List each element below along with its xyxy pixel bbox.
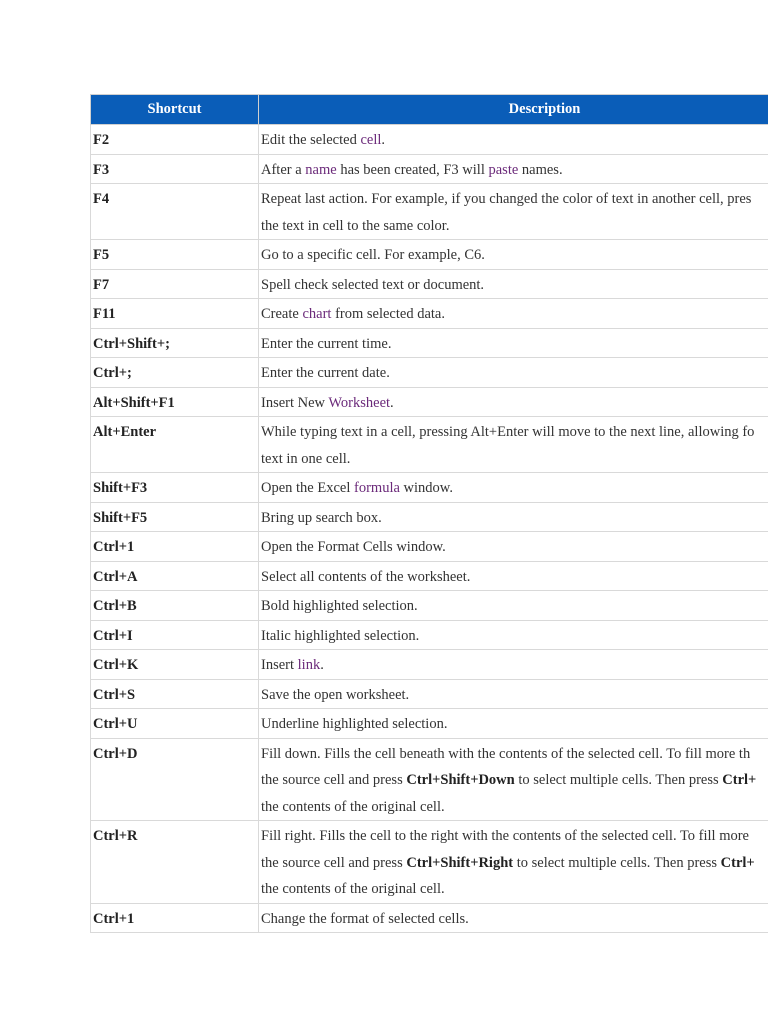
description-line <box>261 505 768 532</box>
description-text: Open the Excel <box>261 480 355 496</box>
inline-link[interactable]: chart <box>302 306 332 322</box>
shortcut-key: Ctrl+K <box>91 650 259 680</box>
shortcut-description <box>259 240 768 270</box>
inline-link[interactable]: paste <box>488 161 519 178</box>
description-text: names. <box>518 161 563 178</box>
table-row <box>91 650 768 680</box>
description-text: text in one cell. <box>261 450 351 467</box>
description-text: Fill down. Fills the cell beneath with the contents of the selected cell. To fill more th <box>261 745 751 762</box>
inline-key-combo: Ctrl+Shift+Down <box>406 772 515 788</box>
table-row <box>91 532 768 562</box>
description-line <box>261 593 768 620</box>
description-line <box>261 652 768 679</box>
shortcut-key: Ctrl+Shift+; <box>91 328 259 358</box>
description-line <box>261 127 768 154</box>
shortcut-description <box>259 358 768 388</box>
description-line <box>261 272 768 299</box>
inline-key-combo: Ctrl+ <box>722 772 757 788</box>
shortcut-description <box>259 709 768 739</box>
shortcut-description <box>259 473 768 503</box>
table-row <box>91 738 768 821</box>
description-text: the source cell and press <box>261 854 407 871</box>
description-text: the text in cell to the same color. <box>261 217 450 234</box>
description-text: After a <box>261 161 306 178</box>
table-row <box>91 591 768 621</box>
table-row <box>91 184 768 240</box>
description-line <box>261 301 768 328</box>
description-text: . <box>390 394 394 411</box>
shortcut-description <box>259 679 768 709</box>
header-description: Description <box>259 95 768 125</box>
description-line <box>261 711 768 738</box>
shortcut-key: F3 <box>91 154 259 184</box>
table-row <box>91 328 768 358</box>
description-line <box>261 794 768 821</box>
description-line <box>261 876 768 903</box>
description-text: . <box>381 132 386 148</box>
shortcut-description <box>259 821 768 904</box>
table-row <box>91 154 768 184</box>
description-text: the contents of the original cell. <box>261 798 445 815</box>
shortcut-key: Alt+Shift+F1 <box>91 387 259 417</box>
table-header-row <box>91 95 768 125</box>
inline-link[interactable]: link <box>297 657 321 673</box>
description-text: Enter the current date. <box>261 365 390 381</box>
description-text: Fill right. Fills the cell to the right with the contents of the selected cell. To fill more <box>261 828 749 844</box>
shortcut-description <box>259 502 768 532</box>
description-line <box>261 682 768 709</box>
description-text: the source cell and press <box>261 772 407 788</box>
description-line <box>261 242 768 269</box>
shortcut-key: Ctrl+U <box>91 709 259 739</box>
description-text: Repeat last action. For example, if you changed the color of text in another cell, pres <box>261 191 752 207</box>
shortcut-key: Alt+Enter <box>91 417 259 473</box>
shortcut-description <box>259 591 768 621</box>
table-row <box>91 561 768 591</box>
description-text: Enter the current time. <box>261 335 392 352</box>
description-line <box>261 186 768 213</box>
description-text: While typing text in a cell, pressing Alt+Enter will move to the next line, allowing fo <box>261 424 755 440</box>
description-line <box>261 390 768 417</box>
shortcut-key: Shift+F5 <box>91 502 259 532</box>
shortcut-description <box>259 532 768 562</box>
description-text: window. <box>399 480 453 496</box>
shortcut-description <box>259 269 768 299</box>
table-row <box>91 299 768 329</box>
table-row <box>91 821 768 904</box>
shortcut-key: Ctrl+D <box>91 738 259 821</box>
description-line <box>261 534 768 561</box>
shortcut-description <box>259 299 768 329</box>
description-line <box>261 564 768 591</box>
description-line <box>261 331 768 358</box>
description-text: Bold highlighted selection. <box>261 598 418 614</box>
description-text: from selected data. <box>331 306 445 322</box>
shortcut-description <box>259 650 768 680</box>
shortcut-key: Ctrl+S <box>91 679 259 709</box>
inline-link[interactable]: Worksheet <box>328 394 391 411</box>
description-line <box>261 157 768 184</box>
description-line <box>261 623 768 650</box>
description-line <box>261 823 768 850</box>
description-text: to select multiple cells. Then press <box>513 854 721 871</box>
shortcut-key: Ctrl+A <box>91 561 259 591</box>
shortcut-description <box>259 184 768 240</box>
description-text: to select multiple cells. Then press <box>514 772 723 788</box>
table-row <box>91 502 768 532</box>
table-row <box>91 620 768 650</box>
shortcut-key: Ctrl+B <box>91 591 259 621</box>
description-text: . <box>320 657 324 673</box>
header-shortcut: Shortcut <box>91 95 259 125</box>
inline-link[interactable]: cell <box>360 132 382 148</box>
shortcut-description <box>259 620 768 650</box>
shortcut-key: F11 <box>91 299 259 329</box>
shortcut-description <box>259 387 768 417</box>
shortcut-key: Ctrl+; <box>91 358 259 388</box>
description-text: Open the Format Cells window. <box>261 539 446 555</box>
inline-key-combo: Ctrl+ <box>720 854 755 871</box>
description-text: Select all contents of the worksheet. <box>261 568 471 585</box>
shortcut-description <box>259 125 768 155</box>
table-row <box>91 679 768 709</box>
description-line <box>261 446 768 473</box>
description-text: Underline highlighted selection. <box>261 716 448 732</box>
description-text: Insert New <box>261 394 329 411</box>
shortcut-description <box>259 417 768 473</box>
table-row <box>91 709 768 739</box>
description-line <box>261 475 768 502</box>
description-line <box>261 419 768 446</box>
description-text: Go to a specific cell. For example, C6. <box>261 247 485 263</box>
description-line <box>261 360 768 387</box>
description-text: Edit the selected <box>261 132 361 148</box>
description-text: Create <box>261 306 303 322</box>
description-text: Bring up search box. <box>261 509 382 526</box>
description-line <box>261 213 768 240</box>
shortcuts-table <box>90 94 768 933</box>
table-row <box>91 903 768 933</box>
shortcut-key: Shift+F3 <box>91 473 259 503</box>
table-row <box>91 473 768 503</box>
description-text: Change the format of selected cells. <box>261 910 469 927</box>
inline-link[interactable]: name <box>305 161 337 178</box>
description-text: has been created, F3 will <box>336 161 489 178</box>
description-line <box>261 741 768 768</box>
table-row <box>91 269 768 299</box>
description-text: Italic highlighted selection. <box>261 627 420 644</box>
inline-key-combo: Ctrl+Shift+Right <box>406 854 514 871</box>
shortcut-key: Ctrl+1 <box>91 903 259 933</box>
description-line <box>261 767 768 794</box>
shortcut-description <box>259 903 768 933</box>
table-row <box>91 358 768 388</box>
shortcut-key: Ctrl+I <box>91 620 259 650</box>
shortcut-key: F2 <box>91 125 259 155</box>
table-row <box>91 387 768 417</box>
description-text: Spell check selected text or document. <box>261 276 485 293</box>
shortcut-key: F7 <box>91 269 259 299</box>
inline-link[interactable]: formula <box>354 480 400 496</box>
description-line <box>261 850 768 877</box>
table-row <box>91 125 768 155</box>
description-text: the contents of the original cell. <box>261 881 445 897</box>
description-text: Save the open worksheet. <box>261 686 410 703</box>
shortcut-description <box>259 328 768 358</box>
shortcut-description <box>259 561 768 591</box>
table-body <box>91 125 768 933</box>
shortcut-key: F4 <box>91 184 259 240</box>
description-text: Insert <box>261 657 298 673</box>
table-row <box>91 240 768 270</box>
shortcut-description <box>259 738 768 821</box>
shortcut-description <box>259 154 768 184</box>
table-row <box>91 417 768 473</box>
shortcut-key: Ctrl+1 <box>91 532 259 562</box>
description-line <box>261 906 768 933</box>
shortcut-key: Ctrl+R <box>91 821 259 904</box>
shortcut-key: F5 <box>91 240 259 270</box>
